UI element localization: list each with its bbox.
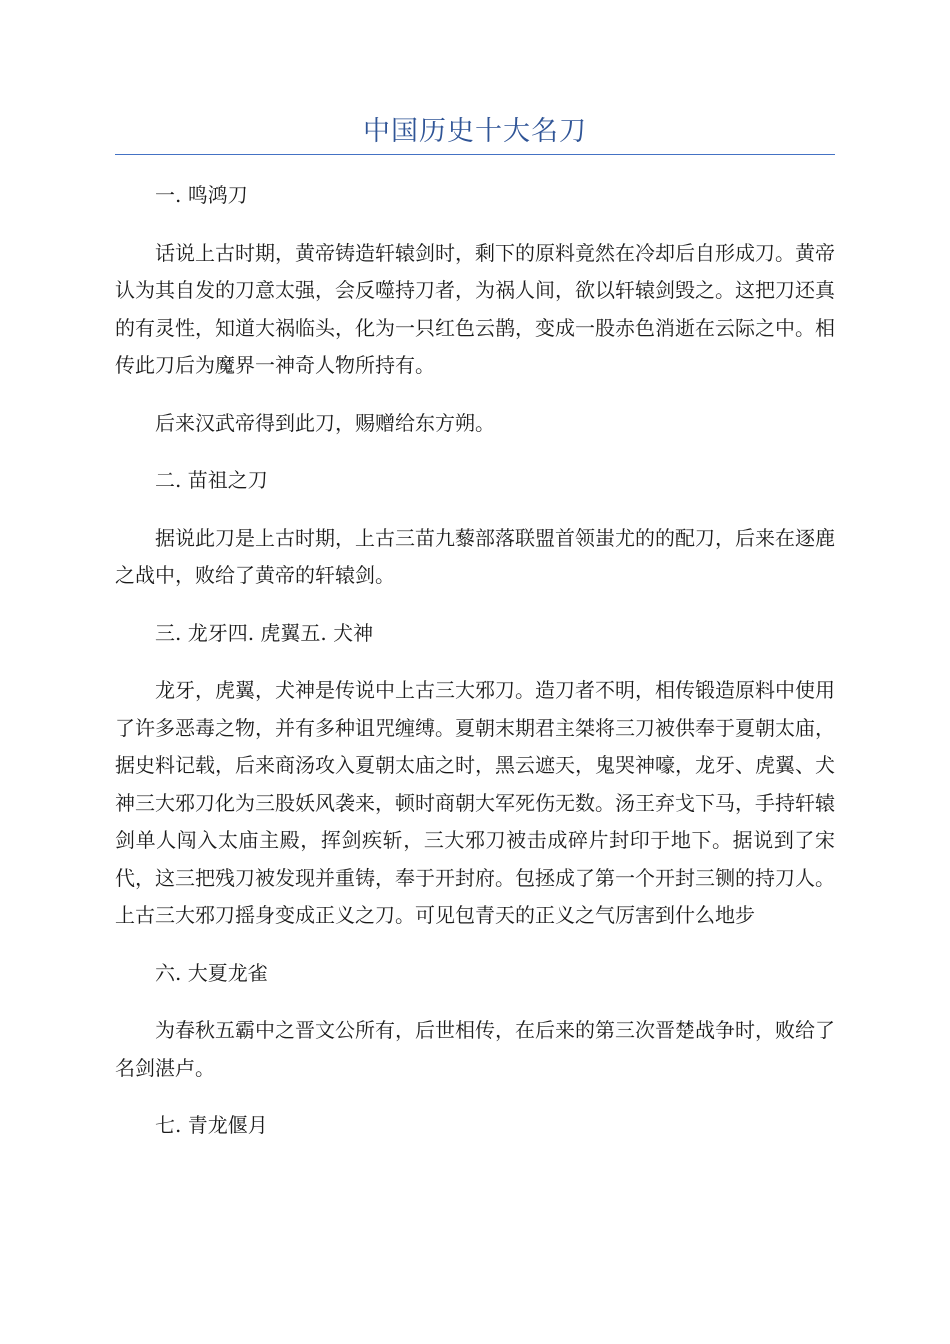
document-page — [115, 112, 835, 1145]
paragraph-4: 龙牙，虎翼，犬神是传说中上古三大邪刀。造刀者不明，相传锻造原料中使用了许多恶毒之物，并有多种诅咒缠缚。夏朝末期君主桀将三刀被供奉于夏朝太庙，据史料记载，后来商汤攻入夏朝太庙之时，黑云遮天，鬼哭神嚎，龙牙、虎翼、犬神三大邪刀化为三股妖风袭来，顿时商朝大军死伤无数。汤王弃戈下马，手持轩辕剑单人闯入太庙主殿，挥剑疾斩，三大邪刀被击成碎片封印于地下。据说到了宋代，这三把残刀被发现并重铸，奉于开封府。包拯成了第一个开封三铡的持刀人。上古三大邪刀摇身变成正义之刀。可见包青天的正义之气厉害到什么地步 — [115, 678, 835, 927]
paragraph-1: 话说上古时期，黄帝铸造轩辕剑时，剩下的原料竟然在冷却后自形成刀。黄帝认为其自发的刀意太强，会反噬持刀者，为祸人间，欲以轩辕剑毁之。这把刀还真的有灵性，知道大祸临头，化为一只红色云鹊，变成一股赤色消逝在云际之中。相传此刀后为魔界一神奇人物所持有。 — [115, 240, 835, 377]
document-title: 中国历史十大名刀 — [363, 116, 587, 147]
section-heading-3: 三. 龙牙四. 虎翼五. 犬神 — [155, 620, 374, 645]
section-heading-5: 七. 青龙偃月 — [155, 1113, 268, 1137]
section-heading-1: 一. 鸣鸿刀 — [155, 183, 248, 207]
paragraph-5: 为春秋五霸中之晋文公所有，后世相传，在后来的第三次晋楚战争时，败给了名剑湛卢。 — [115, 1018, 835, 1080]
paragraph-3: 据说此刀是上古时期，上古三苗九藜部落联盟首领蚩尤的的配刀，后来在逐鹿之战中，败给了黄帝的轩辕剑。 — [115, 525, 835, 587]
section-heading-2: 二. 苗祖之刀 — [155, 468, 268, 492]
paragraph-2: 后来汉武帝得到此刀，赐赠给东方朔。 — [155, 410, 495, 435]
section-heading-4: 六. 大夏龙雀 — [155, 960, 268, 985]
